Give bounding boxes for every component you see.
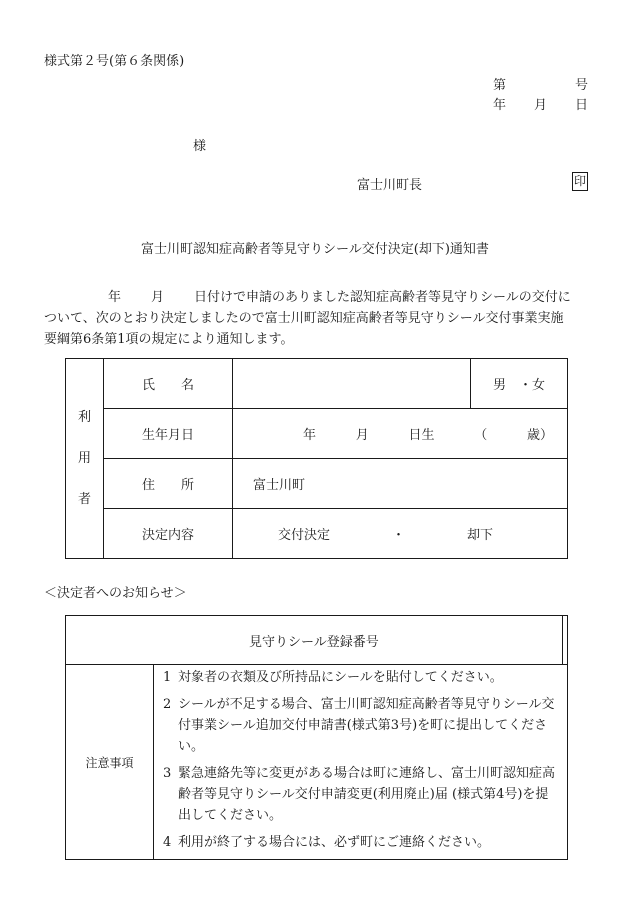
notice-heading: ＜決定者へのお知らせ＞ <box>44 586 187 601</box>
note-item <box>154 832 567 853</box>
birth-day: 日生 <box>408 428 435 443</box>
note-number: 1 <box>163 670 172 685</box>
doc-number-suffix: 号 <box>574 78 588 93</box>
address-label: 住 所 <box>104 459 233 509</box>
age-close: 歳） <box>526 428 553 443</box>
name-label: 氏 名 <box>104 359 233 409</box>
notes-list <box>154 665 568 860</box>
sex-options[interactable]: 男 ・女 <box>471 359 568 409</box>
registration-number-label: 見守りシール登録番号 <box>66 616 563 665</box>
birthdate-field[interactable] <box>233 409 568 459</box>
birth-month: 月 <box>355 428 369 443</box>
note-text: 対象者の衣類及び所持品にシールを貼付してください。 <box>178 670 503 685</box>
birth-year: 年 <box>303 428 317 443</box>
body-line-1 <box>44 287 594 308</box>
note-item <box>154 763 567 826</box>
body-paragraph <box>44 287 594 350</box>
decision-reject: 却下 <box>466 528 493 543</box>
body-line-3: 要綱第6条第1項の規定により通知します。 <box>44 332 294 347</box>
note-number: 2 <box>163 697 172 712</box>
address-field[interactable]: 富士川町 <box>233 459 568 509</box>
seal-mark: 印 <box>572 172 588 191</box>
registration-number-field[interactable] <box>562 616 567 665</box>
body-month: 月 <box>151 290 165 305</box>
body-year: 年 <box>108 290 122 305</box>
addressee-suffix: 様 <box>193 139 207 154</box>
user-side-label: 利 用 者 <box>66 359 104 559</box>
age-open: （ <box>474 428 488 443</box>
decision-label: 決定内容 <box>104 509 233 559</box>
document-number <box>493 74 588 93</box>
notes-label: 注意事項 <box>66 665 154 860</box>
name-field[interactable] <box>233 359 471 409</box>
document-title: 富士川町認知症高齢者等見守りシール交付決定(却下)通知書 <box>141 242 489 257</box>
body-line-2: ついて、次のとおり決定しましたので富士川町認知症高齢者等見守りシール交付事業実施 <box>44 311 564 326</box>
notice-table <box>65 615 568 860</box>
doc-number-prefix: 第 <box>493 78 507 93</box>
issue-date-month: 月 <box>533 98 547 113</box>
sender-name: 富士川町長 <box>357 178 423 193</box>
note-text: 利用が終了する場合には、必ず町にご連絡ください。 <box>178 835 491 850</box>
note-number: 3 <box>163 766 172 781</box>
note-item <box>154 667 567 688</box>
issue-date-year: 年 <box>493 98 507 113</box>
form-number: 様式第２号(第６条関係) <box>44 54 185 69</box>
note-text: 緊急連絡先等に変更がある場合は町に連絡し、富士川町認知症高齢者等見守りシール交付申請変更(利用廃止)届 (様式第4号)を提出してください。 <box>178 766 556 823</box>
note-item <box>154 694 567 757</box>
decision-grant: 交付決定 <box>278 528 331 543</box>
note-text: シールが不足する場合、富士川町認知症高齢者等見守りシール交付事業シール追加交付申請書(様式第3号)を町に提出してください。 <box>178 697 555 754</box>
decision-field[interactable] <box>233 509 568 559</box>
decision-separator: ・ <box>391 528 405 543</box>
body-line1-rest: 日付けで申請のありました認知症高齢者等見守りシールの交付に <box>194 290 571 305</box>
birthdate-label: 生年月日 <box>104 409 233 459</box>
note-number: 4 <box>163 835 172 850</box>
issue-date-day: 日 <box>574 98 588 113</box>
issue-date <box>493 94 588 113</box>
user-table <box>65 358 568 559</box>
